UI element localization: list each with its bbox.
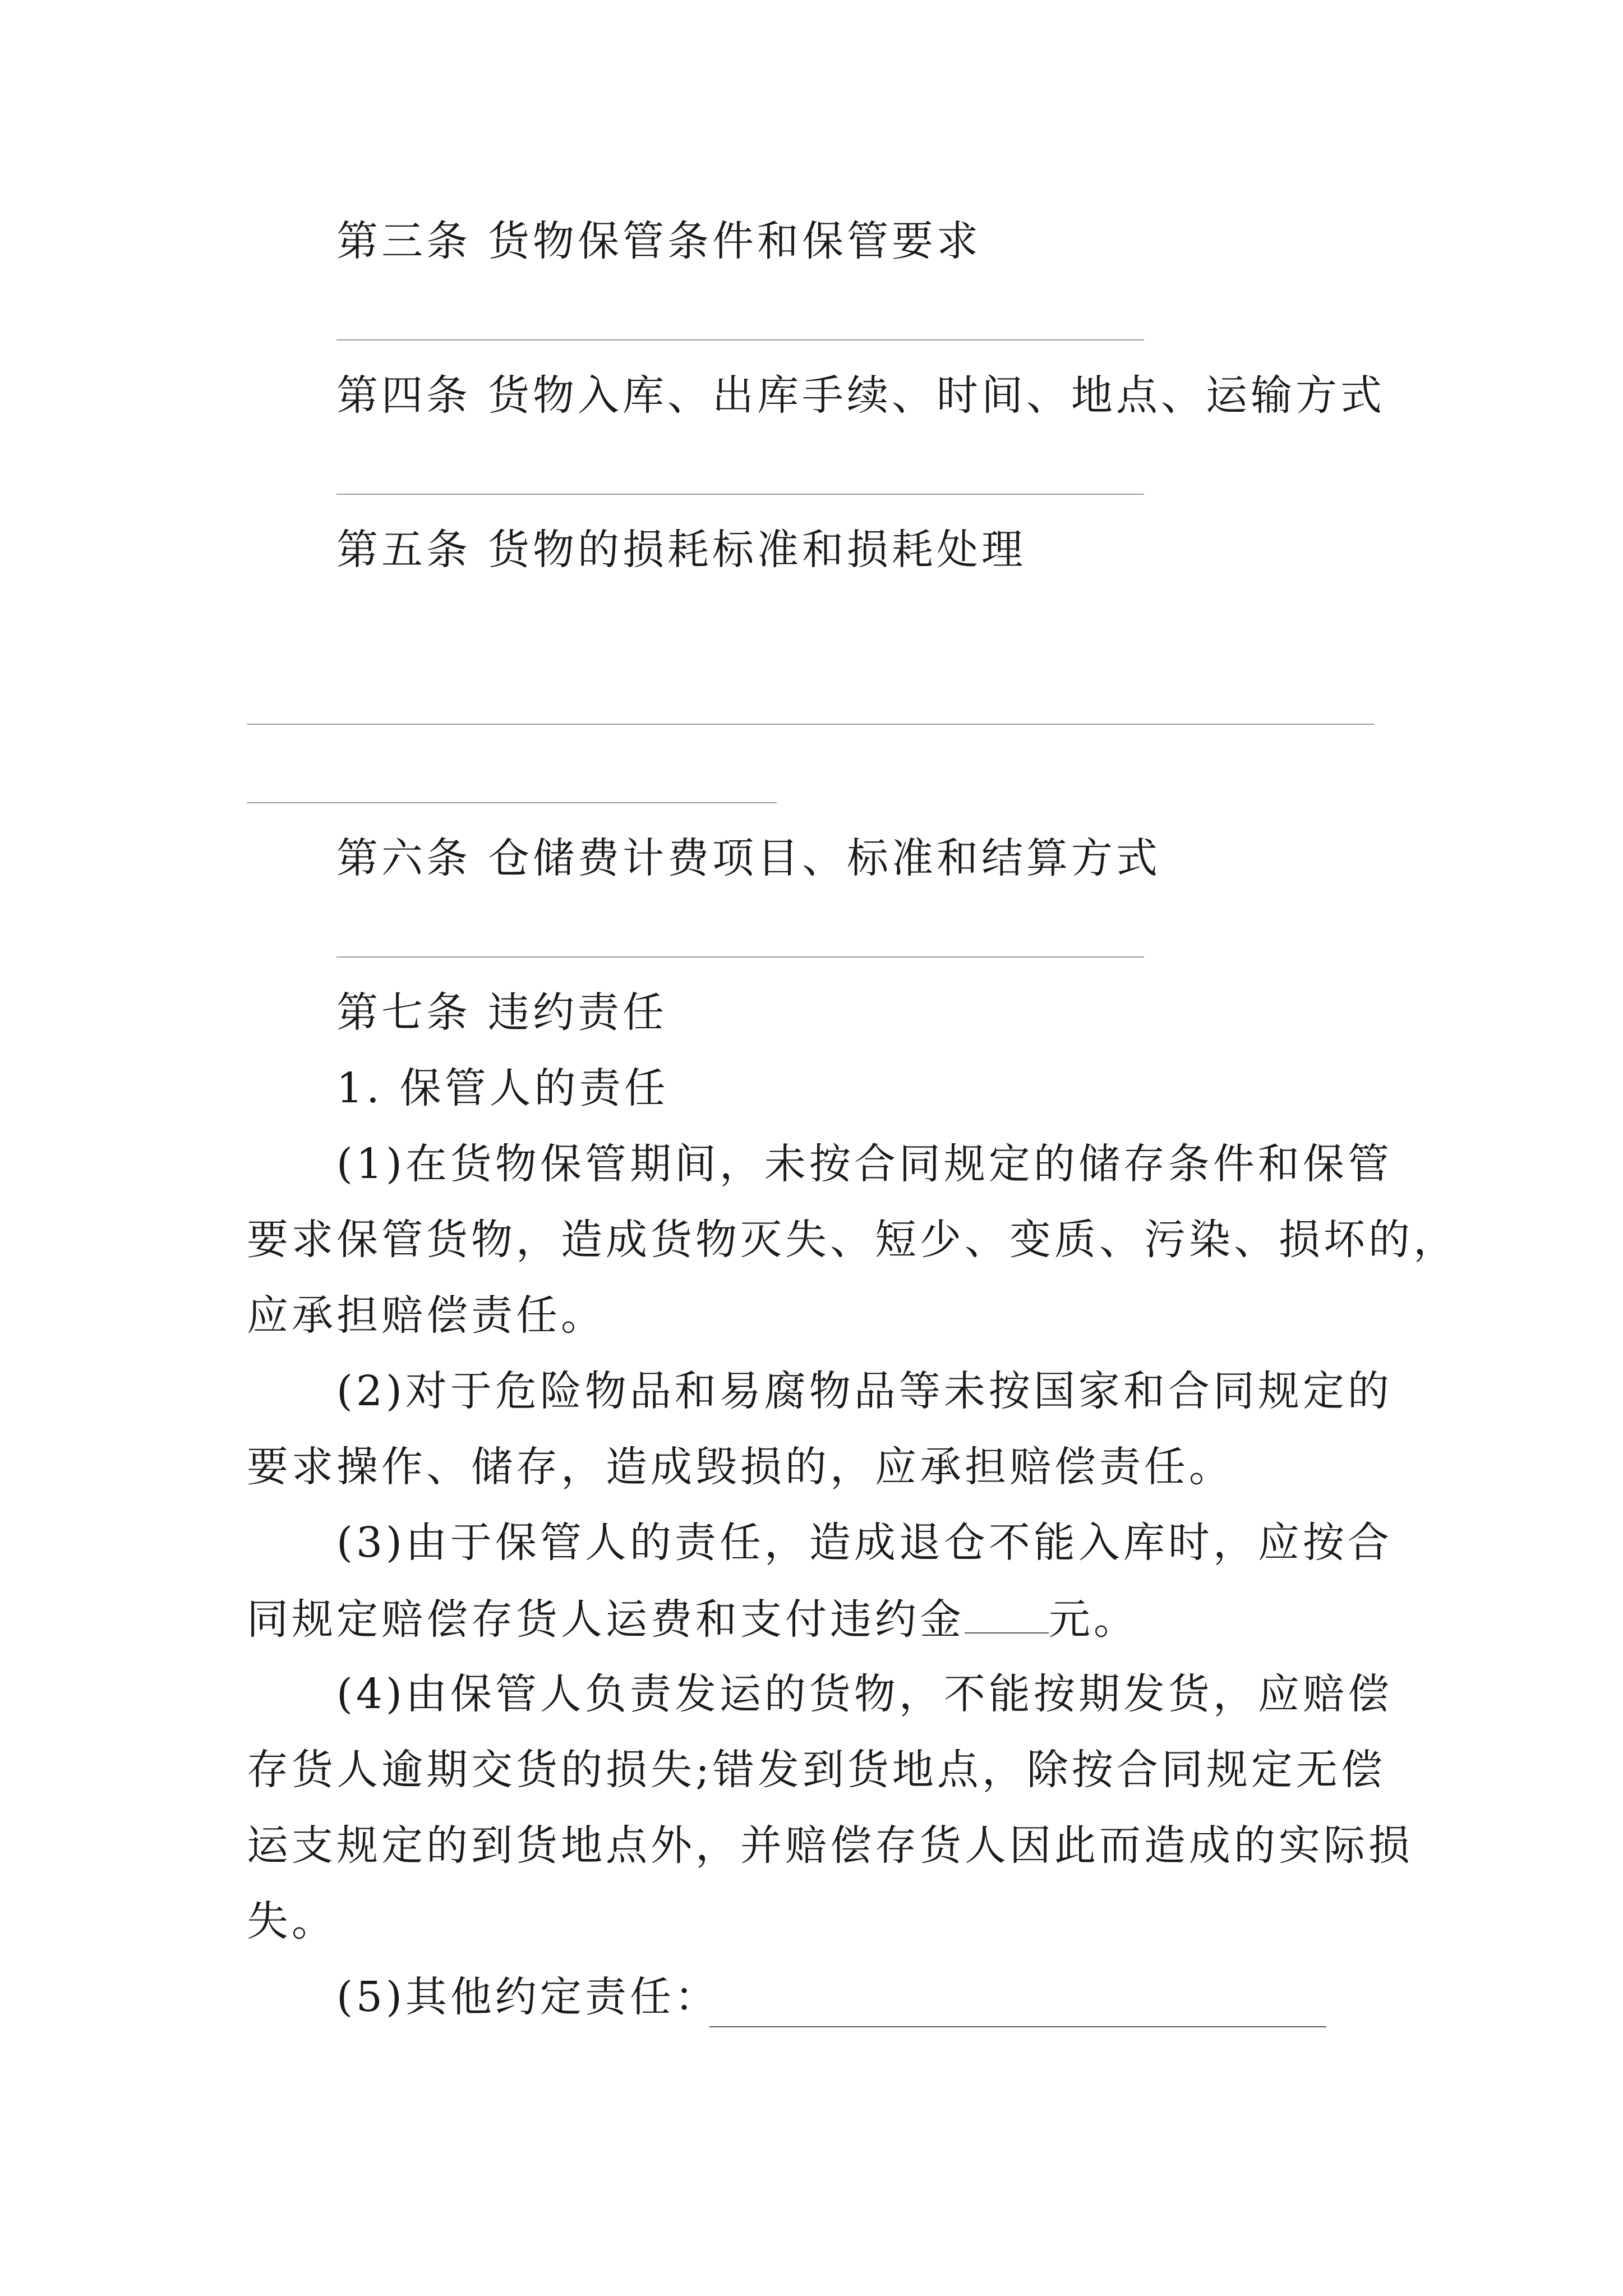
clause-4-line-2: 存货人逾期交货的损失;错发到货地点，除按合同规定无偿 (247, 1746, 1386, 1794)
other-liability-blank[interactable] (709, 2026, 1326, 2027)
article-title: 货物的损耗标准和损耗处理 (488, 526, 1026, 574)
penalty-amount-blank[interactable] (965, 1593, 1049, 1634)
section-number: 1. (336, 1064, 383, 1112)
article-6-heading (336, 833, 1161, 884)
clause-1-line-3: 应承担赔偿责任。 (247, 1291, 606, 1340)
article-number: 第六条 (336, 834, 471, 882)
section-heading (336, 1063, 669, 1114)
article-5-heading (336, 524, 1026, 575)
fill-in-line (336, 494, 1144, 495)
article-number: 第七条 (336, 988, 471, 1037)
clause-3-line-2 (247, 1593, 1138, 1645)
clause-4-line-1: (4)由保管人负责发运的货物，不能按期发货，应赔偿 (336, 1670, 1393, 1718)
article-7-heading (336, 987, 667, 1038)
article-3-heading (336, 216, 981, 266)
clause-1-line-1: (1)在货物保管期间，未按合同规定的储存条件和保管 (336, 1140, 1393, 1188)
article-4-heading (336, 370, 1385, 421)
clause-3-text: 同规定赔偿存货人运费和支付违约金 (247, 1595, 965, 1644)
clause-4-line-3: 运支规定的到货地点外，并赔偿存货人因此而造成的实际损 (247, 1821, 1413, 1870)
article-title: 违约责任 (488, 988, 667, 1037)
article-title: 货物保管条件和保管要求 (488, 217, 981, 265)
article-title: 仓储费计费项目、标准和结算方式 (488, 834, 1161, 882)
section-title: 保管人的责任 (399, 1064, 669, 1112)
clause-2-line-1: (2)对于危险物品和易腐物品等未按国家和合同规定的 (336, 1367, 1393, 1415)
article-number: 第五条 (336, 526, 471, 574)
fill-in-line (247, 724, 1374, 725)
clause-5-line-1 (336, 1972, 720, 2022)
article-number: 第四条 (336, 371, 471, 420)
clause-3-unit: 元。 (1049, 1595, 1138, 1644)
fill-in-line (247, 802, 777, 803)
article-title: 货物入库、出库手续、时间、地点、运输方式 (488, 371, 1385, 420)
clause-4-line-4: 失。 (247, 1897, 336, 1945)
fill-in-line (336, 956, 1144, 958)
clause-2-line-2: 要求操作、储存，造成毁损的，应承担赔偿责任。 (247, 1443, 1234, 1491)
article-number: 第三条 (336, 217, 471, 265)
fill-in-line (336, 339, 1144, 341)
clause-3-line-1: (3)由于保管人的责任，造成退仓不能入库时，应按合 (336, 1519, 1393, 1567)
clause-5-label: (5)其他约定责任： (336, 1973, 720, 2021)
clause-1-line-2: 要求保管货物，造成货物灭失、短少、变质、污染、损坏的， (247, 1216, 1458, 1264)
